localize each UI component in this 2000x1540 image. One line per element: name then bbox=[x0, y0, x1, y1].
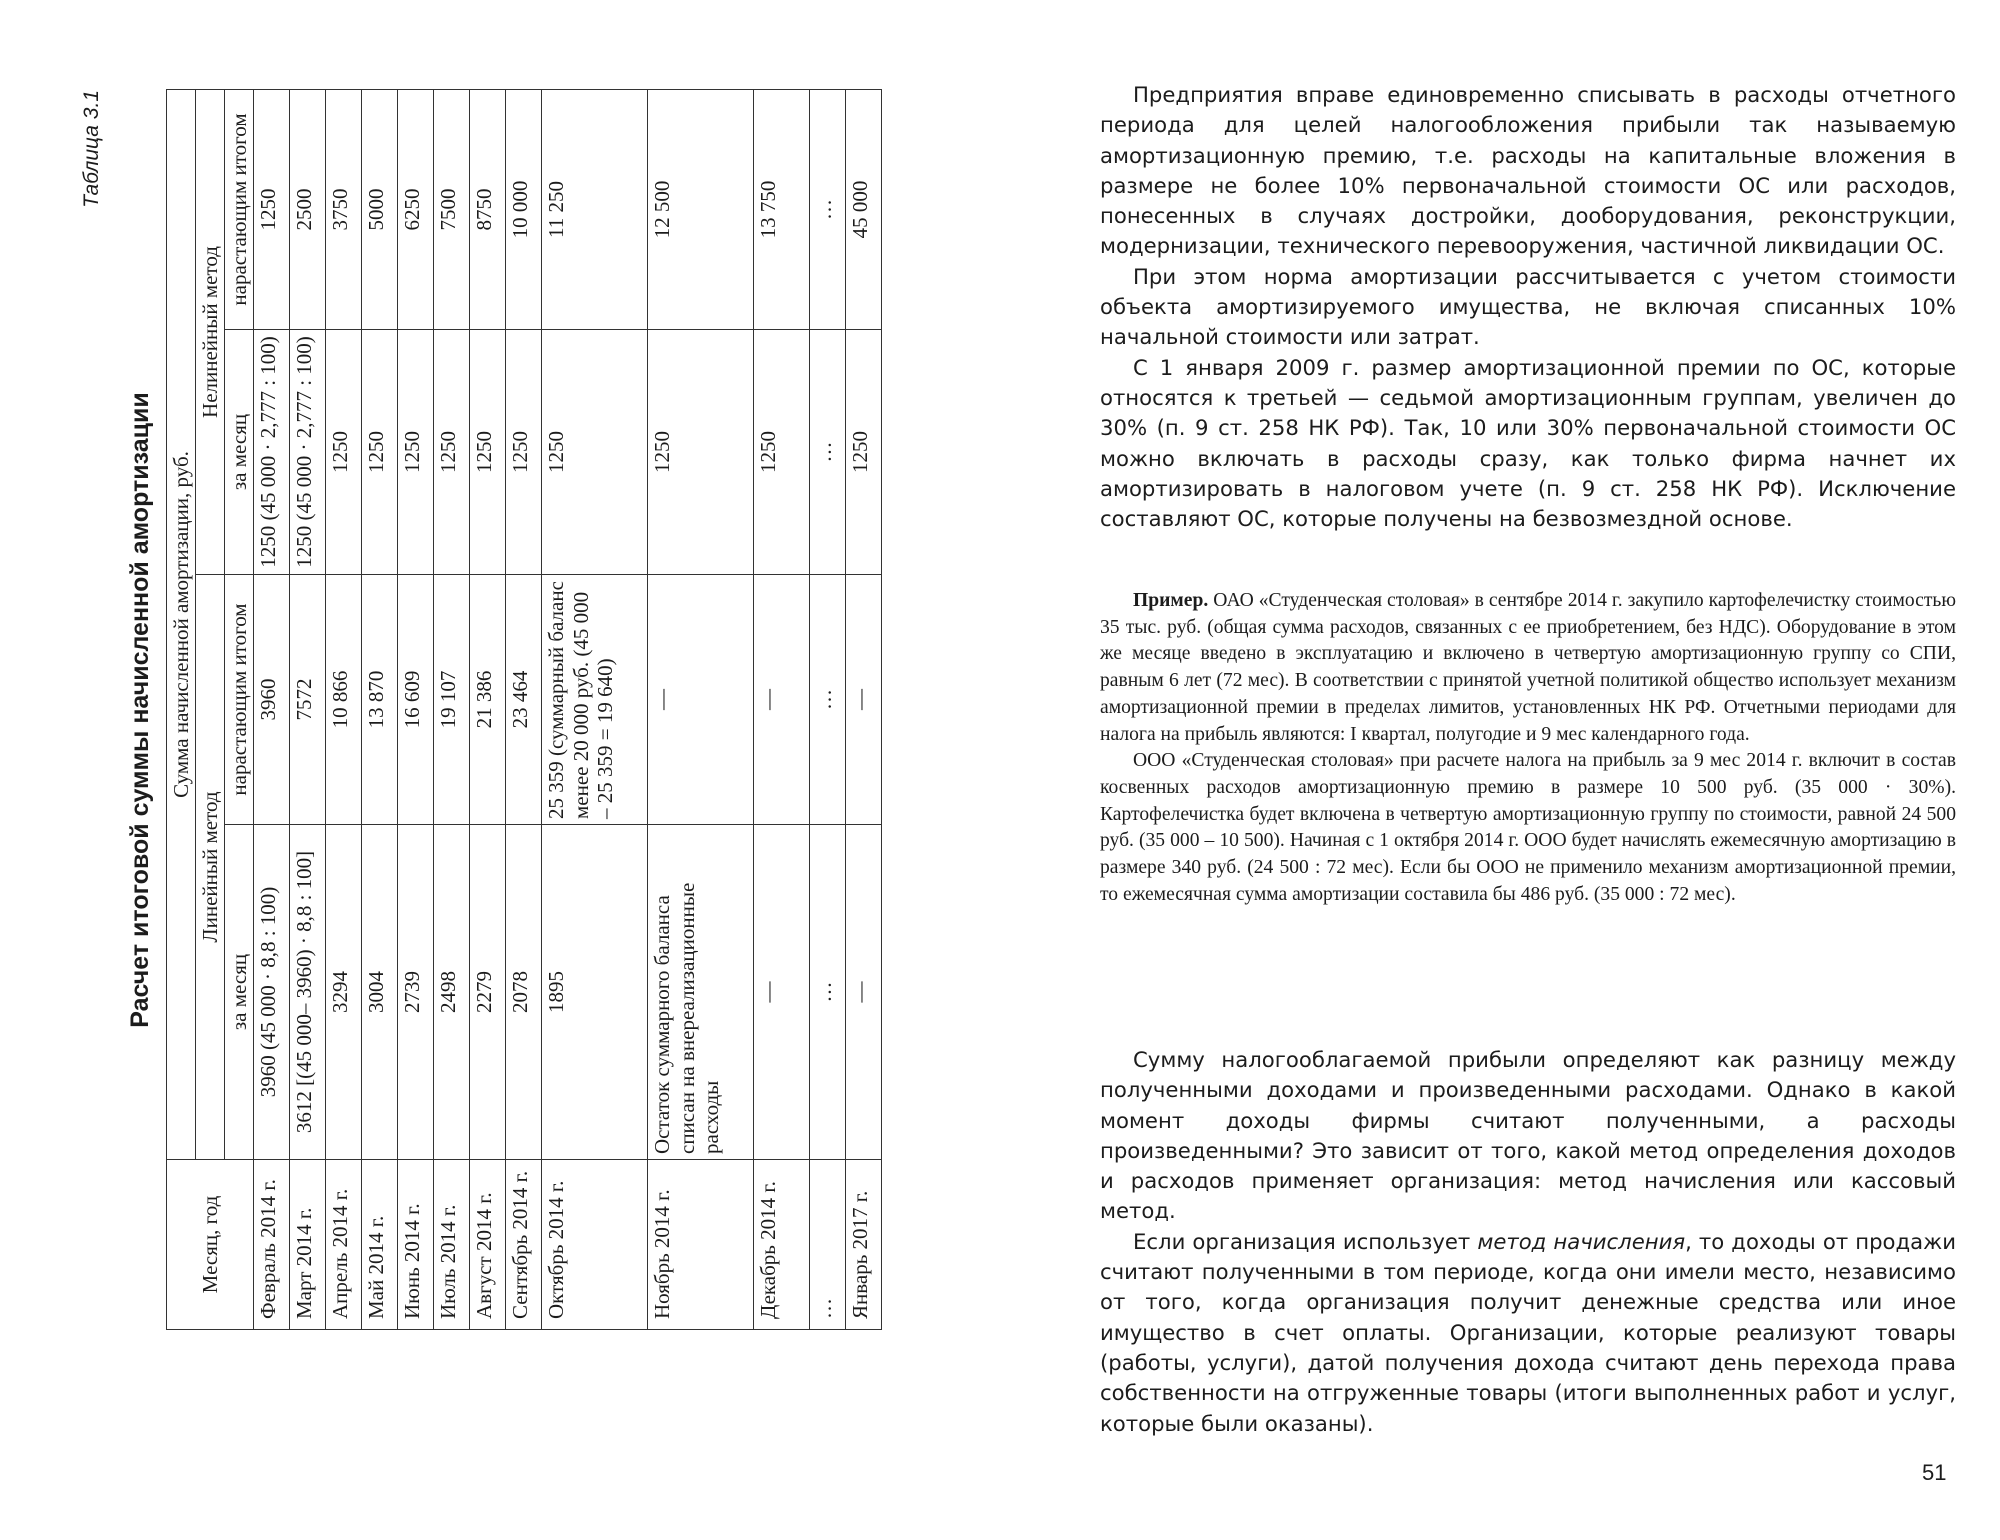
table-row bbox=[506, 89, 542, 1329]
cell-linear-month: — bbox=[846, 825, 882, 1160]
example-paragraph-2: ООО «Студенческая столовая» при расчете налога на прибыль за 9 мес 2014 г. включит в состав косвенных расходов амортизационную премию в размере 10 500 руб. (35 000 · 30%). Картофелечистка будет включена в четвертую амортизационную группу по стоимости, равной 24 500 руб. (35 000 – 10 500). Начиная с 1 октября 2014 г. ООО будет начислять ежемесячную амортизацию в размере 340 руб. (24 500 : 72 мес). Если бы ООО не применило механизм амортизационной премии, то ежемесячная сумма амортизации составила бы 486 руб. (35 000 : 72 мес). bbox=[1100, 750, 1956, 905]
cell-month: … bbox=[810, 1160, 846, 1330]
header-linear-cumulative: нарастающим итогом bbox=[225, 575, 254, 825]
header-month: Месяц, год bbox=[167, 1160, 254, 1330]
cell-linear-cumulative: 10 866 bbox=[326, 575, 362, 825]
table-title: Расчет итоговой суммы начисленной амортизации bbox=[126, 392, 154, 1028]
cell-linear-month: 2498 bbox=[434, 825, 470, 1160]
text-block-top bbox=[1100, 80, 1956, 534]
table-caption: Таблица 3.1 bbox=[80, 90, 103, 208]
table-row bbox=[290, 89, 326, 1329]
cell-nonlinear-cumulative: 13 750 bbox=[754, 89, 810, 329]
cell-nonlinear-cumulative: 1250 bbox=[254, 89, 290, 329]
table-header-row bbox=[167, 89, 196, 1329]
table-row bbox=[846, 89, 882, 1329]
cell-nonlinear-month: 1250 bbox=[754, 330, 810, 575]
rotated-table-block bbox=[80, 90, 900, 1330]
cell-nonlinear-cumulative: 10 000 bbox=[506, 89, 542, 329]
table-row bbox=[754, 89, 810, 1329]
cell-nonlinear-month: 1250 bbox=[470, 330, 506, 575]
cell-nonlinear-month: 1250 bbox=[326, 330, 362, 575]
table-row bbox=[470, 89, 506, 1329]
cell-month: Февраль 2014 г. bbox=[254, 1160, 290, 1330]
cell-nonlinear-month: 1250 (45 000 · 2,777 : 100) bbox=[254, 330, 290, 575]
cell-linear-cumulative: — bbox=[648, 575, 754, 825]
cell-month: Октябрь 2014 г. bbox=[542, 1160, 648, 1330]
example-paragraph-1 bbox=[1100, 588, 1956, 748]
cell-nonlinear-month: 1250 bbox=[398, 330, 434, 575]
cell-linear-cumulative: 21 386 bbox=[470, 575, 506, 825]
cell-nonlinear-cumulative: 7500 bbox=[434, 89, 470, 329]
accrual-text-a: Если организация использует bbox=[1133, 1228, 1478, 1254]
header-nonlinear: Нелинейный метод bbox=[196, 89, 225, 574]
cell-linear-month: Остаток суммарного баланса списан на внереализационные расходы bbox=[648, 825, 754, 1160]
table-header-row bbox=[225, 89, 254, 1329]
cell-month: Сентябрь 2014 г. bbox=[506, 1160, 542, 1330]
cell-linear-cumulative: 16 609 bbox=[398, 575, 434, 825]
cell-linear-month: 3612 [(45 000– 3960) · 8,8 : 100] bbox=[290, 825, 326, 1160]
cell-month: Июнь 2014 г. bbox=[398, 1160, 434, 1330]
cell-linear-cumulative: — bbox=[754, 575, 810, 825]
cell-nonlinear-month: … bbox=[810, 330, 846, 575]
page-number: 51 bbox=[1922, 1460, 1947, 1485]
cell-linear-cumulative: … bbox=[810, 575, 846, 825]
table-row bbox=[254, 89, 290, 1329]
accrual-method-term: метод начисления bbox=[1477, 1228, 1686, 1254]
table-row bbox=[542, 89, 648, 1329]
cell-nonlinear-month: 1250 bbox=[542, 330, 648, 575]
example-text-1: ОАО «Студенческая столовая» в сентябре 2014 г. закупило картофелечистку стоимостью 35 тыс. руб. (общая сумма расходов, связанных с ее приобретением, без НДС). Оборудование в этом же месяце введено в эксплуатацию и включено в четвертую амортизационную группу со СПИ, равным 6 лет (72 мес). В соответствии с принятой учетной политикой общество использует механизм амортизационной премии в пределах лимитов, установленных НК РФ. Отчетными периодами для налога на прибыль являются: I квартал, полугодие и 9 мес календарного года. bbox=[1100, 590, 1956, 745]
header-sum-group: Сумма начисленной амортизации, руб. bbox=[167, 89, 196, 1159]
cell-nonlinear-cumulative: 45 000 bbox=[846, 89, 882, 329]
right-page bbox=[1000, 0, 2000, 1540]
cell-month: Ноябрь 2014 г. bbox=[648, 1160, 754, 1330]
cell-nonlinear-cumulative: 2500 bbox=[290, 89, 326, 329]
cell-nonlinear-cumulative: 8750 bbox=[470, 89, 506, 329]
cell-nonlinear-month: 1250 (45 000 · 2,777 : 100) bbox=[290, 330, 326, 575]
paragraph-amortization-norm: При этом норма амортизации рассчитывается с учетом стоимости объекта амортизируемого имущества, не включая списанных 10% начальной стоимости или затрат. bbox=[1100, 263, 1956, 350]
table-row bbox=[648, 89, 754, 1329]
cell-linear-cumulative: 7572 bbox=[290, 575, 326, 825]
cell-nonlinear-cumulative: 5000 bbox=[362, 89, 398, 329]
cell-linear-cumulative: 13 870 bbox=[362, 575, 398, 825]
cell-nonlinear-month: 1250 bbox=[362, 330, 398, 575]
table-header-row bbox=[196, 89, 225, 1329]
cell-nonlinear-month: 1250 bbox=[648, 330, 754, 575]
example-label: Пример. bbox=[1133, 590, 1209, 611]
cell-nonlinear-cumulative: … bbox=[810, 89, 846, 329]
text-block-bottom bbox=[1100, 1045, 1956, 1439]
cell-linear-cumulative: 23 464 bbox=[506, 575, 542, 825]
amortization-table bbox=[166, 89, 882, 1330]
paragraph-accrual-method bbox=[1100, 1227, 1956, 1439]
table-row bbox=[810, 89, 846, 1329]
cell-nonlinear-month: 1250 bbox=[846, 330, 882, 575]
cell-linear-month: 2279 bbox=[470, 825, 506, 1160]
cell-linear-month: 1895 bbox=[542, 825, 648, 1160]
paragraph-taxable-profit: Сумму налогооблагаемой прибыли определяют как разницу между полученными доходами и произведенными расходами. Однако в какой момент доходы фирмы считают полученными, а расходы произведенными? Это зависит от того, какой метод определения доходов и расходов применяет организация: метод начисления или кассовый метод. bbox=[1100, 1047, 1956, 1224]
table-row bbox=[326, 89, 362, 1329]
example-block bbox=[1100, 588, 1956, 908]
cell-month: Август 2014 г. bbox=[470, 1160, 506, 1330]
cell-linear-cumulative: 19 107 bbox=[434, 575, 470, 825]
cell-linear-month: 3004 bbox=[362, 825, 398, 1160]
header-linear-per-month: за месяц bbox=[225, 825, 254, 1160]
cell-nonlinear-month: 1250 bbox=[506, 330, 542, 575]
table-row bbox=[434, 89, 470, 1329]
cell-nonlinear-cumulative: 6250 bbox=[398, 89, 434, 329]
accrual-text-b: , то доходы от продажи считают полученными в том периоде, когда они имели место, независимо от того, когда организация получит денежные средства или иное имущество в счет оплаты. Организации, которые реализуют товары (работы, услуги), датой получения дохода считают день перехода права собственности на отгруженные товары (итоги выполненных работ и услуг, которые были оказаны). bbox=[1100, 1228, 1956, 1436]
cell-nonlinear-cumulative: 12 500 bbox=[648, 89, 754, 329]
cell-linear-cumulative: — bbox=[846, 575, 882, 825]
cell-nonlinear-month: 1250 bbox=[434, 330, 470, 575]
cell-linear-month: — bbox=[754, 825, 810, 1160]
cell-month: Май 2014 г. bbox=[362, 1160, 398, 1330]
header-nonlinear-cumulative: нарастающим итогом bbox=[225, 89, 254, 329]
table-row bbox=[362, 89, 398, 1329]
cell-month: Июль 2014 г. bbox=[434, 1160, 470, 1330]
cell-linear-month: 3960 (45 000 · 8,8 : 100) bbox=[254, 825, 290, 1160]
paragraph-amortization-premium: Предприятия вправе единовременно списывать в расходы отчетного периода для целей налогообложения прибыли так называемую амортизационную премию, т.е. расходы на капитальные вложения в размере не более 10% первоначальной стоимости ОС или расходов, понесенных в случаях достройки, дооборудования, реконструкции, модернизации, технического перевооружения, частичной ликвидации ОС. bbox=[1100, 82, 1956, 259]
cell-linear-month: … bbox=[810, 825, 846, 1160]
cell-linear-cumulative: 25 359 (суммарный баланс менее 20 000 руб. (45 000 – 25 359 = 19 640) bbox=[542, 575, 648, 825]
cell-month: Январь 2017 г. bbox=[846, 1160, 882, 1330]
cell-nonlinear-cumulative: 11 250 bbox=[542, 89, 648, 329]
cell-linear-month: 2078 bbox=[506, 825, 542, 1160]
paragraph-premium-2009: С 1 января 2009 г. размер амортизационной премии по ОС, которые относятся к третьей — седьмой амортизационным группам, увеличен до 30% (п. 9 ст. 258 НК РФ). Так, 10 или 30% первоначальной стоимости ОС можно включать в расходы сразу, как только фирма начнет их амортизировать в налоговом учете (п. 9 ст. 258 НК РФ). Исключение составляют ОС, которые получены на безвозмездной основе. bbox=[1100, 354, 1956, 532]
cell-linear-month: 2739 bbox=[398, 825, 434, 1160]
cell-linear-month: 3294 bbox=[326, 825, 362, 1160]
cell-month: Апрель 2014 г. bbox=[326, 1160, 362, 1330]
cell-nonlinear-cumulative: 3750 bbox=[326, 89, 362, 329]
cell-month: Декабрь 2014 г. bbox=[754, 1160, 810, 1330]
header-nonlinear-per-month: за месяц bbox=[225, 330, 254, 575]
cell-linear-cumulative: 3960 bbox=[254, 575, 290, 825]
cell-month: Март 2014 г. bbox=[290, 1160, 326, 1330]
header-linear: Линейный метод bbox=[196, 575, 225, 1160]
table-row bbox=[398, 89, 434, 1329]
